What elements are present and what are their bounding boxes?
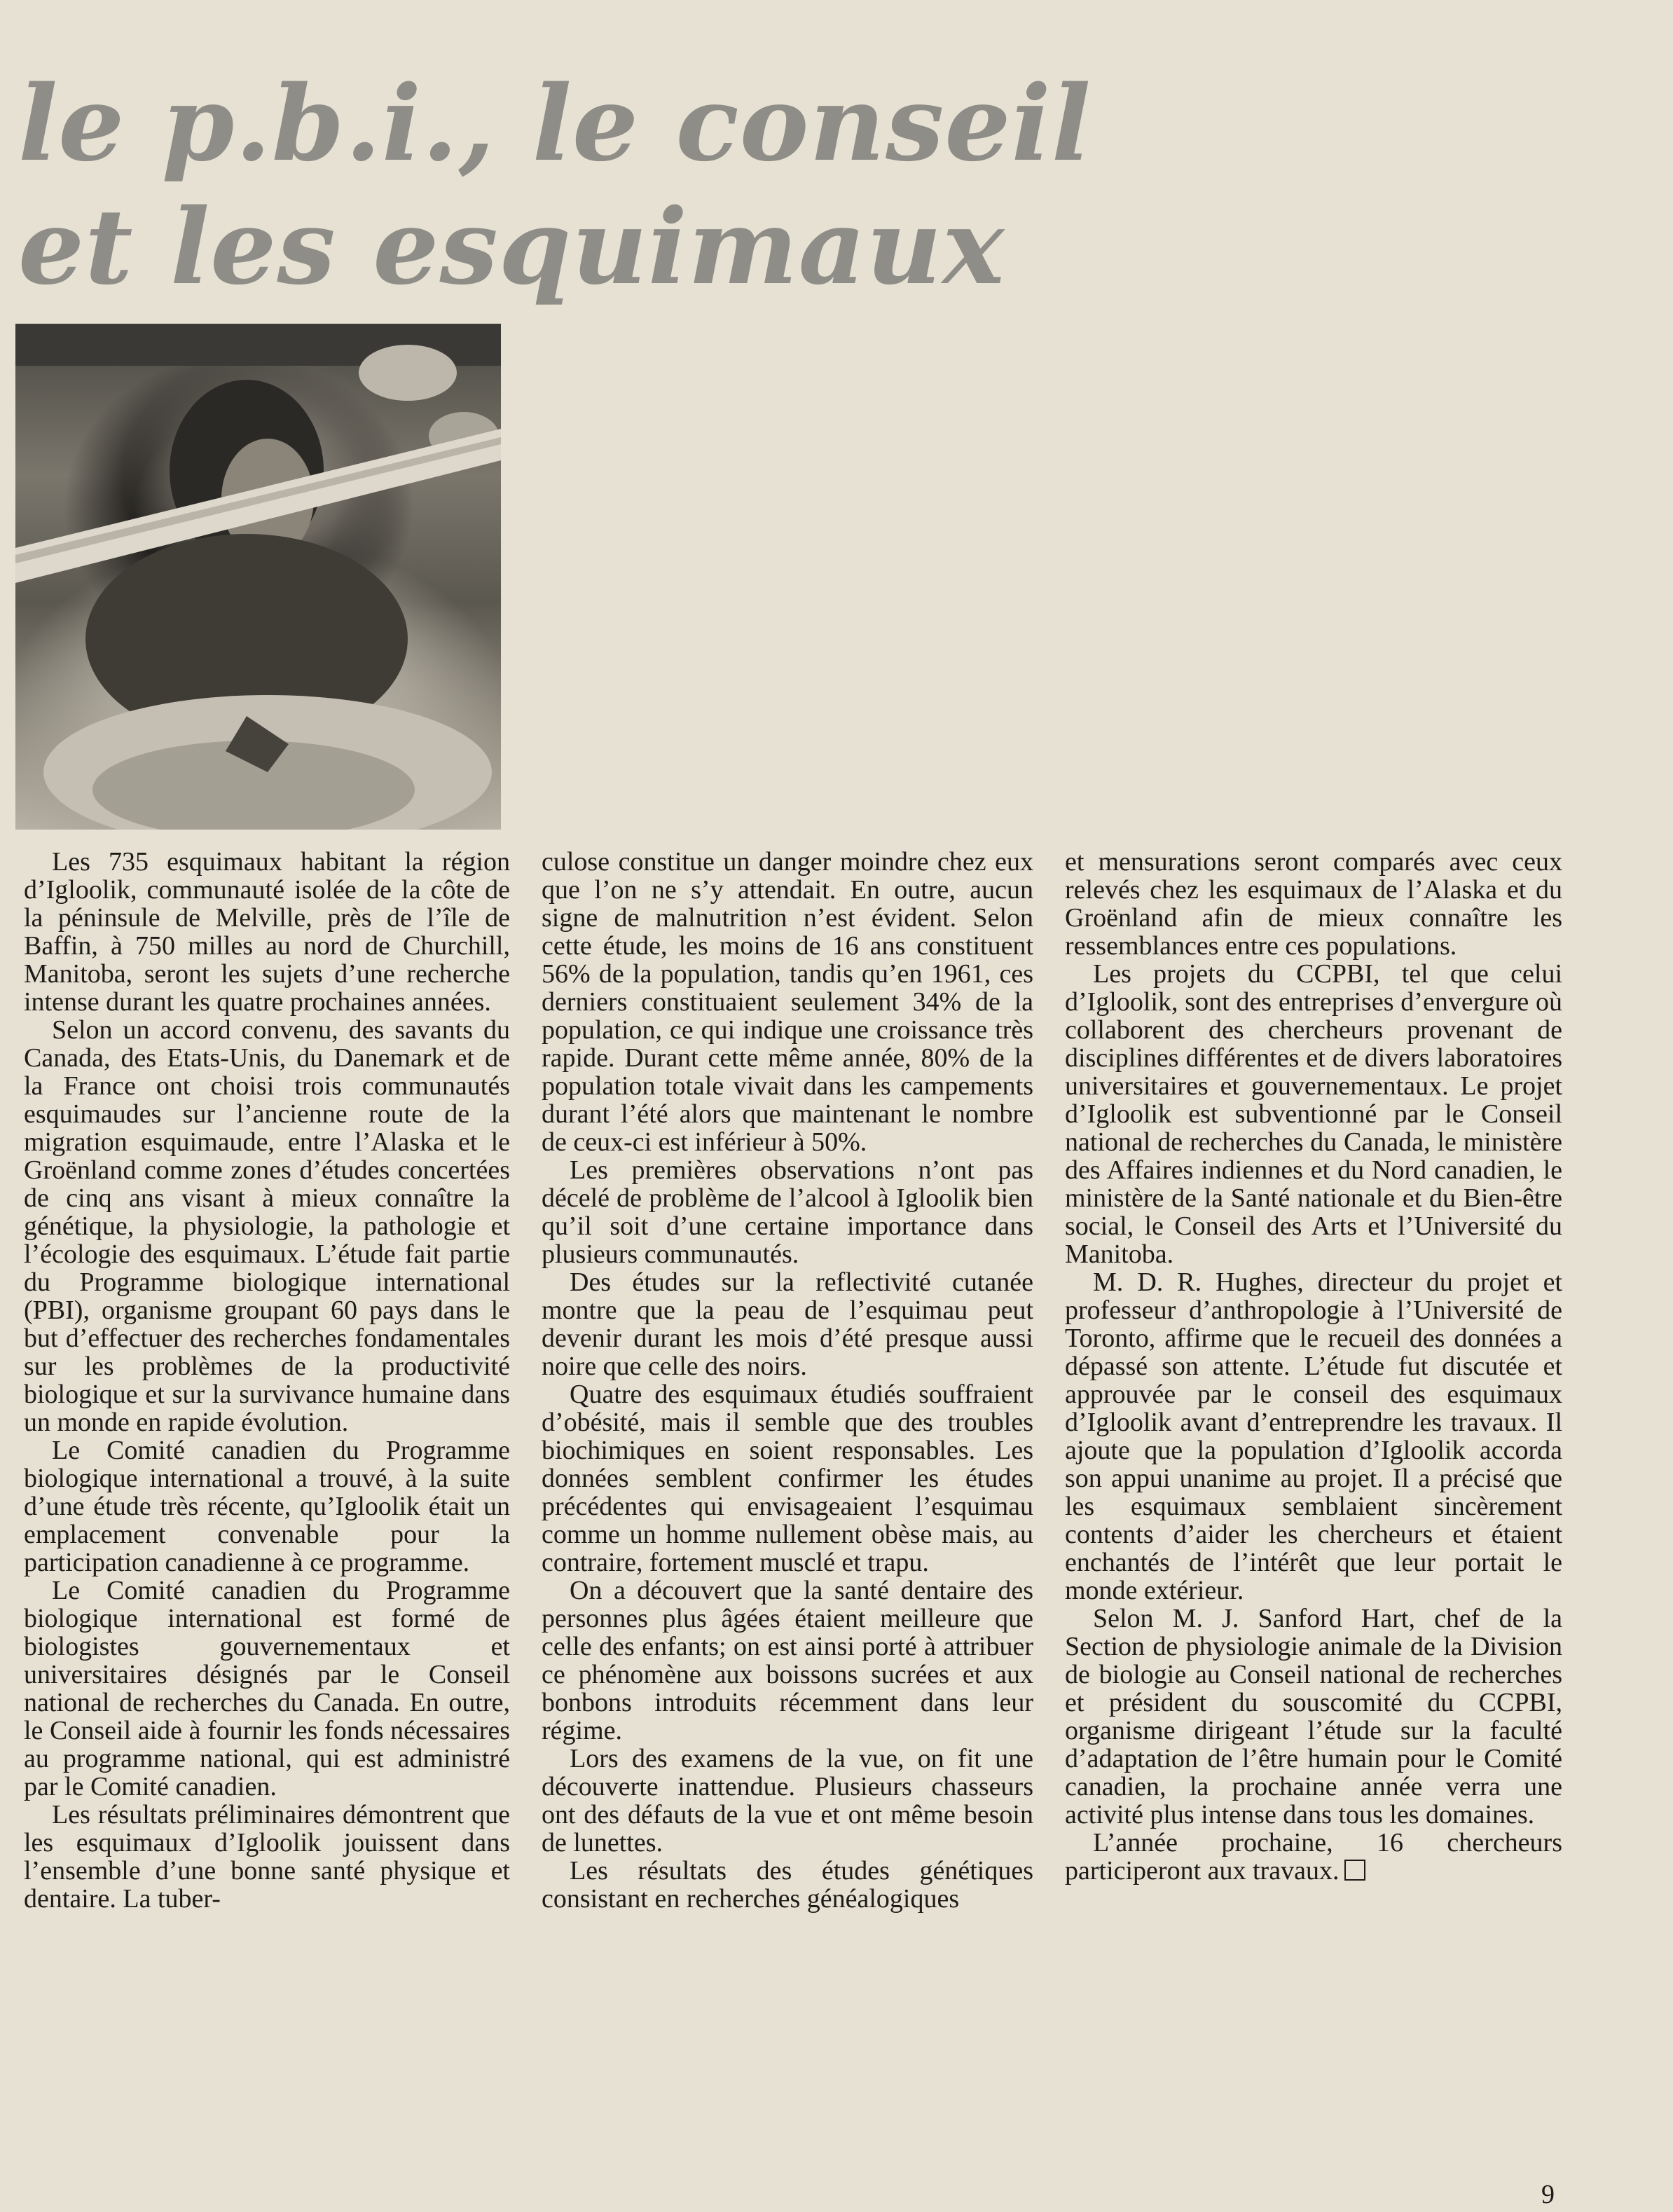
paragraph: Les projets du CCPBI, tel que celui d’Igloolik, sont des entreprises d’envergure où collaborent des chercheurs provenant de disciplines différentes et de divers laboratoires universitaires et gouvernementaux. Le projet d’Igloolik est subventionné par le Conseil national de recherches du Canada, le ministère des Affaires indiennes et du Nord canadien, le ministère de la Santé nationale et du Bien-être social, le Conseil des Arts et l’Université du Manitoba. (1065, 959, 1562, 1269)
paragraph: Selon un accord convenu, des savants du Canada, des Etats-Unis, du Danemark et de la France ont choisi trois communautés esquimaudes sur l’ancienne route de la migration esquimaude, entre l’Alaska et le Groënland comme zones d’études concertées de cinq ans visant à mieux connaître la génétique, la physiologie, la pathologie et l’écologie des esquimaux. L’étude fait partie du Programme biologique international (PBI), organisme groupant 60 pays dans le but d’effectuer des recherches fondamentales sur les problèmes de la productivité biologique et sur la survivance humaine dans un monde en rapide évolution. (24, 1015, 510, 1437)
paragraph: Les premières observations n’ont pas décelé de problème de l’alcool à Igloolik bien qu’il soit d’une certaine importance dans plusieurs communautés. (542, 1155, 1033, 1269)
end-of-article-square-icon (1344, 1860, 1365, 1881)
paragraph: Les 735 esquimaux habitant la région d’Igloolik, communauté isolée de la côte de la péninsule de Melville, près de l’île de Baffin, à 750 milles au nord de Churchill, Manitoba, seront les sujets d’une recherche intense durant les quatre prochaines années. (24, 847, 510, 1017)
article-photo (15, 324, 501, 830)
paragraph: Les résultats préliminaires démontrent que les esquimaux d’Igloolik jouissent dans l’ensemble d’une bonne santé physique et dentaire. La tuber- (24, 1800, 510, 1914)
article-title (18, 62, 1092, 308)
paragraph-continued: culose constitue un danger moindre chez eux que l’on ne s’y attendait. En outre, aucun signe de malnutrition n’est évident. Selon cette étude, les moins de 16 ans constituent 56% de la population, tandis qu’en 1961, ces derniers constituaient seulement 34% de la population, ce qui indique une croissance très rapide. Durant cette même année, 80% de la population totale vivait dans les campements durant l’été alors que maintenant le nombre de ceux-ci est inférieur à 50%. (542, 847, 1033, 1157)
paragraph: Le Comité canadien du Programme biologique international est formé de biologistes gouvernementaux et universitaires désignés par le Conseil national de recherches du Canada. En outre, le Conseil aide à fournir les fonds nécessaires au programme national, qui est administré par le Comité canadien. (24, 1576, 510, 1801)
paragraph: Les résultats des études génétiques consistant en recherches généalogiques (542, 1856, 1033, 1914)
paragraph: Des études sur la reflectivité cutanée montre que la peau de l’esquimau peut devenir durant les mois d’été presque aussi noire que celle des noirs. (542, 1268, 1033, 1381)
column-2 (542, 848, 1033, 1913)
article-title-line-2: et les esquimaux (18, 186, 1005, 308)
paragraph: M. D. R. Hughes, directeur du projet et professeur d’anthropologie à l’Université de Toronto, affirme que le recueil des données a dépassé son attente. L’étude fut discutée et approuvée par le conseil des esquimaux d’Igloolik avant d’entreprendre les travaux. Il ajoute que la population d’Igloolik accorda son appui unanime au projet. Il a précisé que les esquimaux semblaient sincèrement contents d’aider les chercheurs et étaient enchantés de l’intérêt que leur portait le monde extérieur. (1065, 1268, 1562, 1605)
paragraph: Selon M. J. Sanford Hart, chef de la Section de physiologie animale de la Division de biologie au Conseil national de recherches et président du souscomité du CCPBI, organisme dirigeant l’étude sur la faculté d’adaptation de l’être humain pour le Comité canadien, la prochaine année verra une activité plus intense dans tous les domaines. (1065, 1604, 1562, 1829)
page-number: 9 (1541, 2180, 1555, 2209)
paragraph: Quatre des esquimaux étudiés souffraient d’obésité, mais il semble que des troubles biochimiques en soient responsables. Les données semblent confirmer les études précédentes qui envisageaient l’esquimau comme un homme nullement obèse mais, au contraire, fortement musclé et trapu. (542, 1380, 1033, 1577)
photo-kayak-paddle-icon (15, 324, 501, 830)
paragraph-continued: et mensurations seront comparés avec ceux relevés chez les esquimaux de l’Alaska et du Groënland afin de mieux connaître les ressemblances entre ces populations. (1065, 847, 1562, 961)
paragraph-final (1065, 1829, 1562, 1885)
column-1 (24, 848, 510, 1913)
column-3 (1065, 848, 1562, 1885)
paragraph: Le Comité canadien du Programme biologique international a trouvé, à la suite d’une étude très récente, qu’Igloolik était un emplacement convenable pour la participation canadienne à ce programme. (24, 1436, 510, 1577)
article-title-line-1: le p.b.i., le conseil (18, 62, 1092, 184)
paragraph: Lors des examens de la vue, on fit une découverte inattendue. Plusieurs chasseurs ont des défauts de la vue et ont même besoin de lunettes. (542, 1744, 1033, 1857)
final-sentence: L’année prochaine, 16 chercheurs participeront aux travaux. (1065, 1828, 1562, 1885)
paragraph: On a découvert que la santé dentaire des personnes plus âgées étaient meilleure que celle des enfants; on est ainsi porté à attribuer ce phénomène aux boissons sucrées et aux bonbons introduits récemment dans leur régime. (542, 1576, 1033, 1745)
